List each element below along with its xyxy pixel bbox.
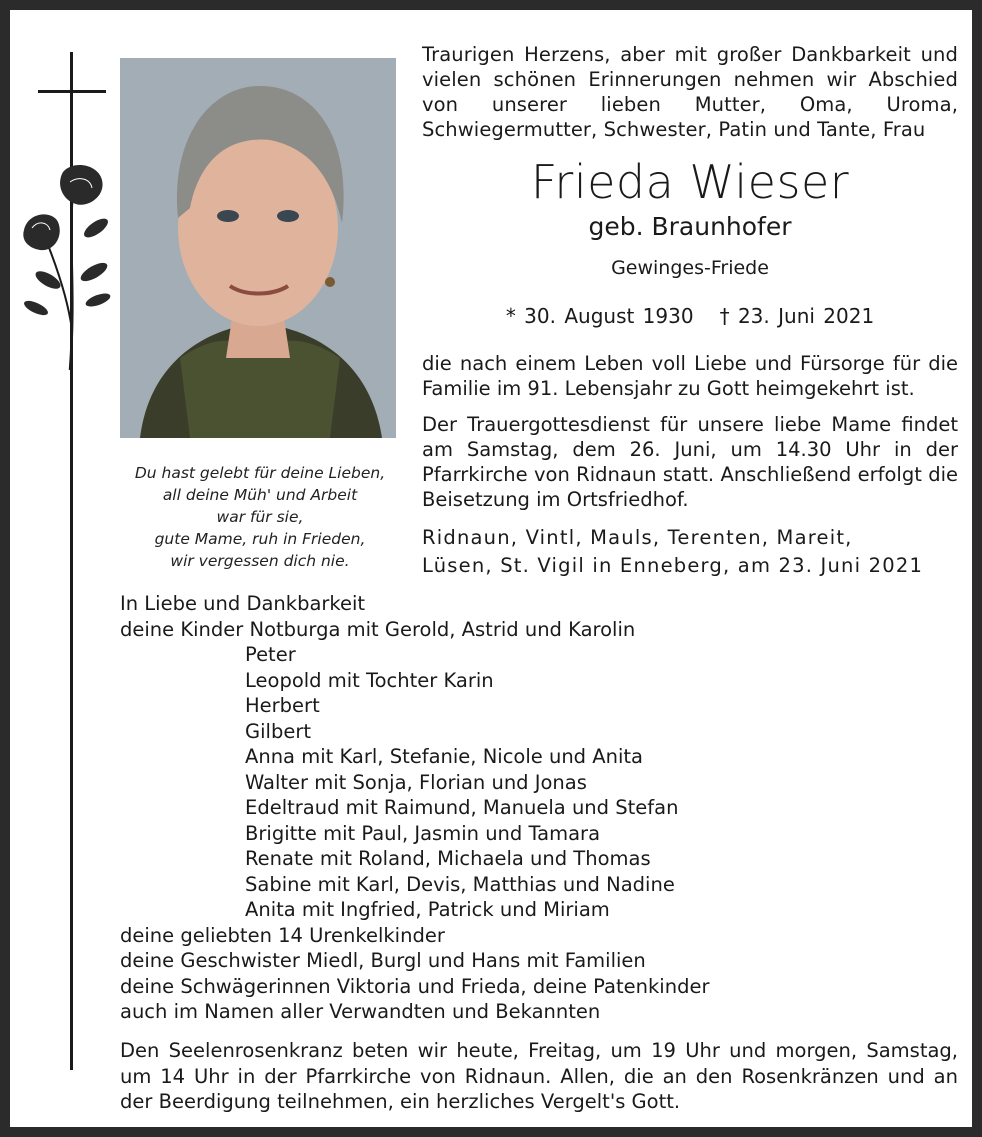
rosary-paragraph: Den Seelenrosenkranz beten wir heute, Freitag, um 19 Uhr und morgen, Samstag, um 14 Uhr in der Pfarrkirche von Ridnaun. Allen, die an den Rosenkränzen und an der Beerdigung teilnehmen, ein herzliches Vergelt's Gott.	[120, 1039, 958, 1113]
signers-intro: In Liebe und Dankbarkeit	[120, 592, 366, 615]
poem-line: wir vergessen dich nie.	[170, 552, 350, 570]
child-entry: Renate mit Roland, Michaela und Thomas	[245, 847, 651, 870]
maiden-name: geb. Braunhofer	[588, 212, 792, 241]
service-paragraph: Der Trauergottesdienst für unsere liebe Mame findet am Samstag, dem 26. Juni, um 14.30 Uhr in der Pfarrkirche von Ridnaun statt. Anschließend erfolgt die Beisetzung im Ortsfriedhof.	[422, 413, 958, 511]
child-entry: Brigitte mit Paul, Jasmin und Tamara	[245, 821, 601, 845]
child-entry: Sabine mit Karl, Devis, Matthias und Nadine	[245, 872, 675, 896]
cross-beam	[38, 90, 106, 93]
mourners-list	[120, 591, 960, 1025]
other-mourners: auch im Namen aller Verwandten und Bekannten	[120, 1000, 601, 1023]
death-date: † 23. Juni 2021	[719, 304, 875, 328]
poem-line: war für sie,	[216, 508, 304, 526]
other-mourners: deine geliebten 14 Urenkelkinder	[120, 923, 445, 947]
other-mourners: deine Schwägerinnen Viktoria und Frieda, deine Patenkinder	[120, 974, 710, 998]
life-paragraph: die nach einem Leben voll Liebe und Fürsorge für die Familie im 91. Lebensjahr zu Gott heimgekehrt ist.	[422, 352, 958, 400]
nickname: Gewinges-Friede	[611, 257, 769, 279]
poem	[122, 462, 398, 572]
child-entry: Peter	[245, 643, 296, 666]
other-mourners: deine Geschwister Miedl, Burgl und Hans mit Familien	[120, 949, 646, 972]
child-entry: Anna mit Karl, Stefanie, Nicole und Anita	[245, 745, 643, 768]
deceased-name: Frieda Wieser	[530, 155, 850, 209]
roses-icon	[18, 160, 118, 370]
child-entry: Leopold mit Tochter Karin	[245, 668, 494, 692]
birth-date: * 30. August 1930	[505, 304, 694, 328]
child-entry: Gilbert	[245, 719, 311, 743]
places-paragraph	[422, 524, 958, 580]
children-lead: deine Kinder Notburga mit Gerold, Astrid und Karolin	[120, 617, 636, 641]
child-entry: Herbert	[245, 694, 320, 717]
poem-line: Du hast gelebt für deine Lieben,	[134, 464, 386, 482]
child-entry: Walter mit Sonja, Florian und Jonas	[245, 770, 587, 794]
intro-text: Traurigen Herzens, aber mit großer Dankbarkeit und vielen schönen Erinnerungen nehmen wir Abschied von unserer lieben Mutter, Oma, Uroma, Schwiegermutter, Schwester, Patin und Tante, Frau	[422, 43, 958, 141]
places-line: Lüsen, St. Vigil in Enneberg, am 23. Juni 2021	[422, 554, 924, 577]
poem-line: gute Mame, ruh in Frieden,	[154, 530, 366, 548]
child-entry: Edeltraud mit Raimund, Manuela und Stefan	[245, 796, 679, 819]
poem-line: all deine Müh' und Arbeit	[162, 486, 358, 504]
life-dates	[422, 300, 958, 332]
portrait-photo	[120, 58, 396, 438]
child-entry: Anita mit Ingfried, Patrick und Miriam	[245, 898, 610, 921]
places-line: Ridnaun, Vintl, Mauls, Terenten, Mareit,	[422, 526, 853, 549]
